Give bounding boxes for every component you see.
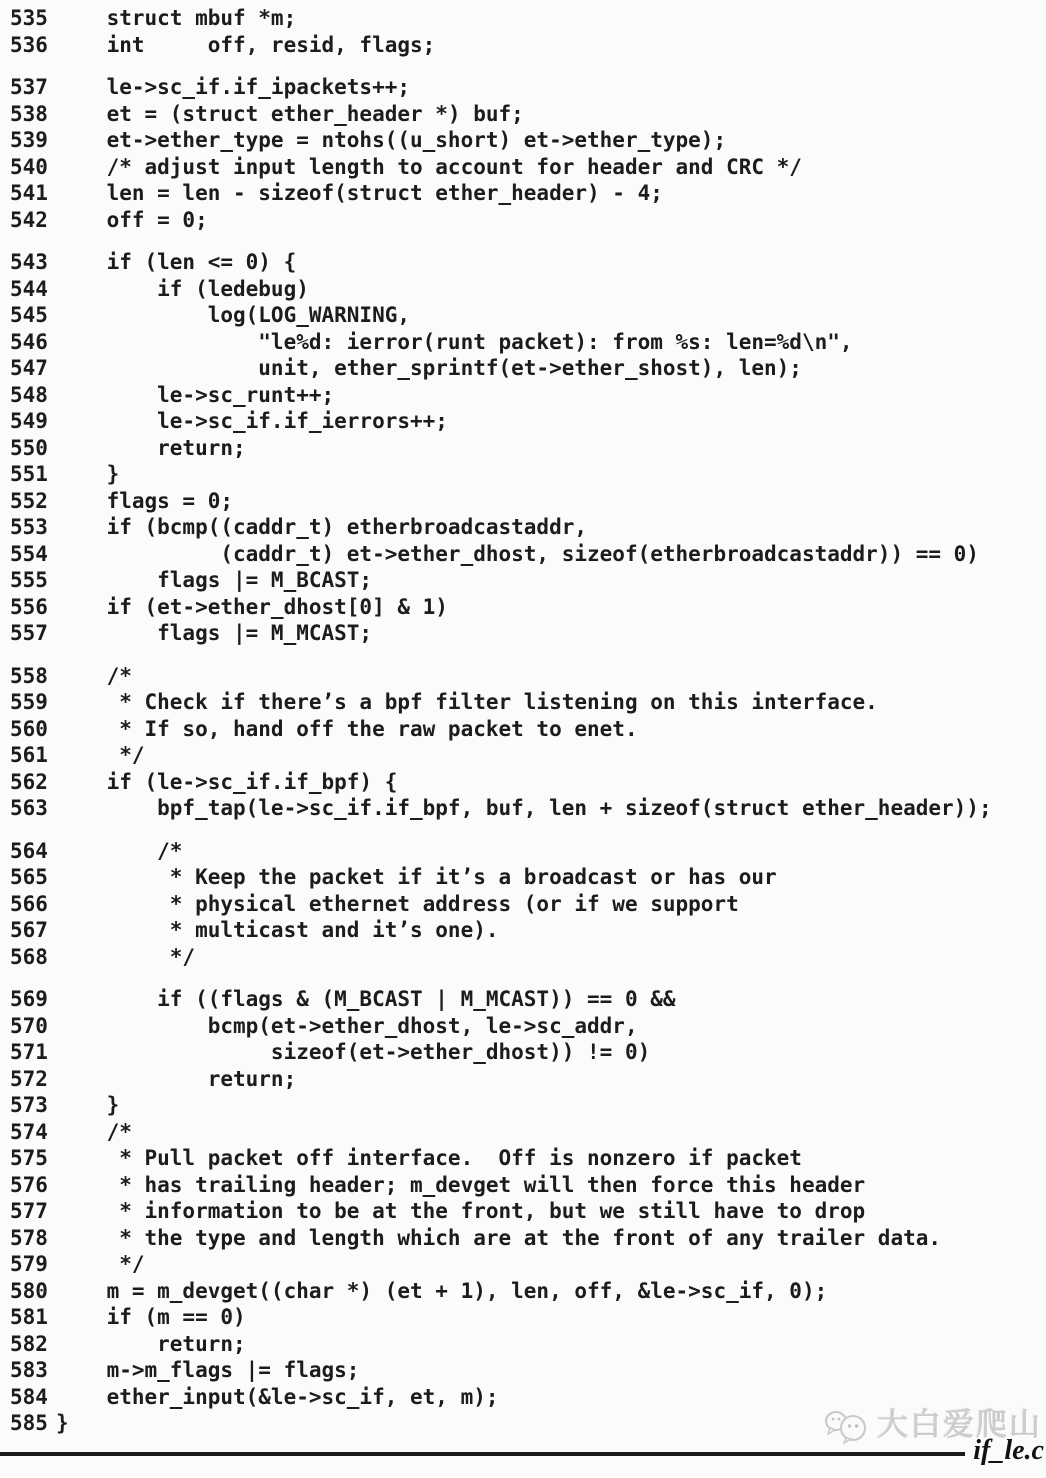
code-line (10, 769, 1046, 796)
code-text: * Keep the packet if it’s a broadcast or has our (56, 865, 777, 889)
code-text: if (bcmp((caddr_t) etherbroadcastaddr, (56, 515, 588, 539)
code-text: flags |= M_BCAST; (56, 568, 373, 592)
code-line (10, 944, 1046, 971)
code-text: /* (56, 1119, 132, 1144)
code-line (10, 1331, 1046, 1358)
code-line (10, 891, 1046, 918)
code-text: flags = 0; (56, 488, 234, 513)
line-number: 560 (10, 716, 48, 741)
code-line (10, 180, 1046, 207)
code-line (10, 207, 1046, 234)
code-line (10, 1013, 1046, 1040)
line-number: 580 (10, 1278, 48, 1303)
code-text: if (le->sc_if.if_bpf) { (56, 769, 398, 794)
code-line (10, 917, 1046, 944)
code-line (10, 249, 1046, 276)
code-line (10, 302, 1046, 329)
code-text: (caddr_t) et->ether_dhost, sizeof(etherbroadcastaddr)) == 0) (56, 541, 979, 566)
line-number: 542 (10, 207, 48, 232)
code-text: } (56, 1411, 69, 1435)
line-number: 566 (10, 891, 48, 916)
line-number: 543 (10, 250, 48, 274)
line-number: 585 (10, 1411, 48, 1435)
blank-line (10, 970, 1046, 986)
code-line (10, 1251, 1046, 1278)
code-text: return; (56, 435, 246, 460)
code-text: } (56, 1093, 120, 1117)
code-text: le->sc_if.if_ierrors++; (56, 409, 448, 433)
code-line (10, 488, 1046, 515)
line-number: 554 (10, 541, 48, 566)
code-line (10, 1092, 1046, 1119)
line-number: 539 (10, 128, 48, 152)
line-number: 550 (10, 435, 48, 460)
code-line (10, 716, 1046, 743)
code-text: int off, resid, flags; (56, 32, 436, 57)
code-text: "le%d: ierror(runt packet): from %s: len=%d\n", (56, 329, 853, 354)
line-number: 579 (10, 1252, 48, 1276)
line-number: 569 (10, 987, 48, 1011)
line-number: 563 (10, 796, 48, 820)
code-line (10, 461, 1046, 488)
code-line (10, 514, 1046, 541)
line-number: 544 (10, 276, 48, 301)
line-number: 541 (10, 181, 48, 205)
code-text: * physical ethernet address (or if we support (56, 891, 739, 916)
code-text: off = 0; (56, 207, 208, 232)
code-line (10, 1119, 1046, 1146)
line-number: 561 (10, 743, 48, 767)
line-number: 562 (10, 769, 48, 794)
line-number: 555 (10, 568, 48, 592)
code-text: */ (56, 1252, 145, 1276)
code-line (10, 5, 1046, 32)
code-text: ether_input(&le->sc_if, et, m); (56, 1384, 499, 1409)
code-text: * information to be at the front, but we still have to drop (56, 1199, 866, 1223)
code-line (10, 663, 1046, 690)
code-text: /* (56, 838, 183, 863)
watermark-text: 大白爱爬山 (877, 1407, 1042, 1444)
code-text: et->ether_type = ntohs((u_short) et->ether_type); (56, 128, 727, 152)
code-line (10, 32, 1046, 59)
code-text: * If so, hand off the raw packet to enet. (56, 716, 638, 741)
line-number: 548 (10, 382, 48, 407)
line-number: 581 (10, 1305, 48, 1329)
code-text: * the type and length which are at the front of any trailer data. (56, 1225, 942, 1250)
code-text: if (et->ether_dhost[0] & 1) (56, 594, 448, 619)
code-line (10, 1066, 1046, 1093)
line-number: 556 (10, 594, 48, 619)
code-line (10, 154, 1046, 181)
line-number: 545 (10, 303, 48, 327)
code-line (10, 1145, 1046, 1172)
code-text: m->m_flags |= flags; (56, 1358, 360, 1382)
blank-line (10, 58, 1046, 74)
line-number: 582 (10, 1331, 48, 1356)
line-number: 577 (10, 1199, 48, 1223)
code-text: */ (56, 944, 196, 969)
code-text: bcmp(et->ether_dhost, le->sc_addr, (56, 1013, 638, 1038)
code-line (10, 1304, 1046, 1331)
code-line (10, 689, 1046, 716)
code-text: struct mbuf *m; (56, 6, 297, 30)
code-line (10, 408, 1046, 435)
line-number: 568 (10, 944, 48, 969)
code-line (10, 1039, 1046, 1066)
source-file-label: if_le.c (973, 1435, 1044, 1466)
line-number: 546 (10, 329, 48, 354)
line-number: 576 (10, 1172, 48, 1197)
code-line (10, 986, 1046, 1013)
code-text: len = len - sizeof(struct ether_header) - 4; (56, 181, 663, 205)
line-number: 537 (10, 75, 48, 99)
footer-rule (0, 1452, 965, 1456)
code-text: /* adjust input length to account for header and CRC */ (56, 154, 802, 179)
code-text: if ((flags & (M_BCAST | M_MCAST)) == 0 && (56, 987, 676, 1011)
line-number: 559 (10, 690, 48, 714)
code-text: return; (56, 1066, 297, 1091)
line-number: 565 (10, 865, 48, 889)
code-text: m = m_devget((char *) (et + 1), len, off, &le->sc_if, 0); (56, 1278, 828, 1303)
line-number: 536 (10, 32, 48, 57)
line-number: 583 (10, 1358, 48, 1382)
code-line (10, 541, 1046, 568)
line-number: 570 (10, 1013, 48, 1038)
line-number: 572 (10, 1066, 48, 1091)
line-number: 567 (10, 918, 48, 942)
code-line (10, 329, 1046, 356)
code-text: * Pull packet off interface. Off is nonzero if packet (56, 1146, 802, 1170)
code-line (10, 742, 1046, 769)
code-line (10, 795, 1046, 822)
line-number: 538 (10, 101, 48, 126)
code-line (10, 838, 1046, 865)
code-text: * Check if there’s a bpf filter listening on this interface. (56, 690, 878, 714)
code-text: /* (56, 663, 132, 688)
line-number: 558 (10, 663, 48, 688)
code-text: bpf_tap(le->sc_if.if_bpf, buf, len + sizeof(struct ether_header)); (56, 796, 992, 820)
code-text: le->sc_runt++; (56, 382, 335, 407)
code-text: } (56, 462, 120, 486)
code-line (10, 1172, 1046, 1199)
code-line (10, 355, 1046, 382)
code-text: */ (56, 743, 145, 767)
line-number: 551 (10, 462, 48, 486)
code-line (10, 1198, 1046, 1225)
blank-line (10, 647, 1046, 663)
line-number: 575 (10, 1146, 48, 1170)
code-line (10, 1278, 1046, 1305)
code-line (10, 382, 1046, 409)
code-line (10, 101, 1046, 128)
code-text: sizeof(et->ether_dhost)) != 0) (56, 1040, 651, 1064)
code-line (10, 1225, 1046, 1252)
code-text: * has trailing header; m_devget will then force this header (56, 1172, 866, 1197)
code-line (10, 1357, 1046, 1384)
blank-line (10, 822, 1046, 838)
code-text: if (m == 0) (56, 1305, 246, 1329)
code-line (10, 594, 1046, 621)
code-text: flags |= M_MCAST; (56, 621, 373, 645)
line-number: 584 (10, 1384, 48, 1409)
line-number: 547 (10, 356, 48, 380)
code-line (10, 620, 1046, 647)
code-text: le->sc_if.if_ipackets++; (56, 75, 411, 99)
code-text: return; (56, 1331, 246, 1356)
code-line (10, 74, 1046, 101)
line-number: 552 (10, 488, 48, 513)
code-text: et = (struct ether_header *) buf; (56, 101, 524, 126)
line-number: 540 (10, 154, 48, 179)
code-text: if (ledebug) (56, 276, 309, 301)
line-number: 578 (10, 1225, 48, 1250)
code-line (10, 435, 1046, 462)
line-number: 535 (10, 6, 48, 30)
code-line (10, 276, 1046, 303)
line-number: 564 (10, 838, 48, 863)
code-text: unit, ether_sprintf(et->ether_shost), len); (56, 356, 802, 380)
blank-line (10, 233, 1046, 249)
line-number: 573 (10, 1093, 48, 1117)
code-text: log(LOG_WARNING, (56, 303, 411, 327)
code-line (10, 567, 1046, 594)
line-number: 553 (10, 515, 48, 539)
line-number: 557 (10, 621, 48, 645)
code-text: * multicast and it’s one). (56, 918, 499, 942)
line-number: 574 (10, 1119, 48, 1144)
line-number: 571 (10, 1040, 48, 1064)
code-line (10, 127, 1046, 154)
code-text: if (len <= 0) { (56, 250, 297, 274)
line-number: 549 (10, 409, 48, 433)
code-line (10, 864, 1046, 891)
figure-footer (0, 1435, 1046, 1468)
